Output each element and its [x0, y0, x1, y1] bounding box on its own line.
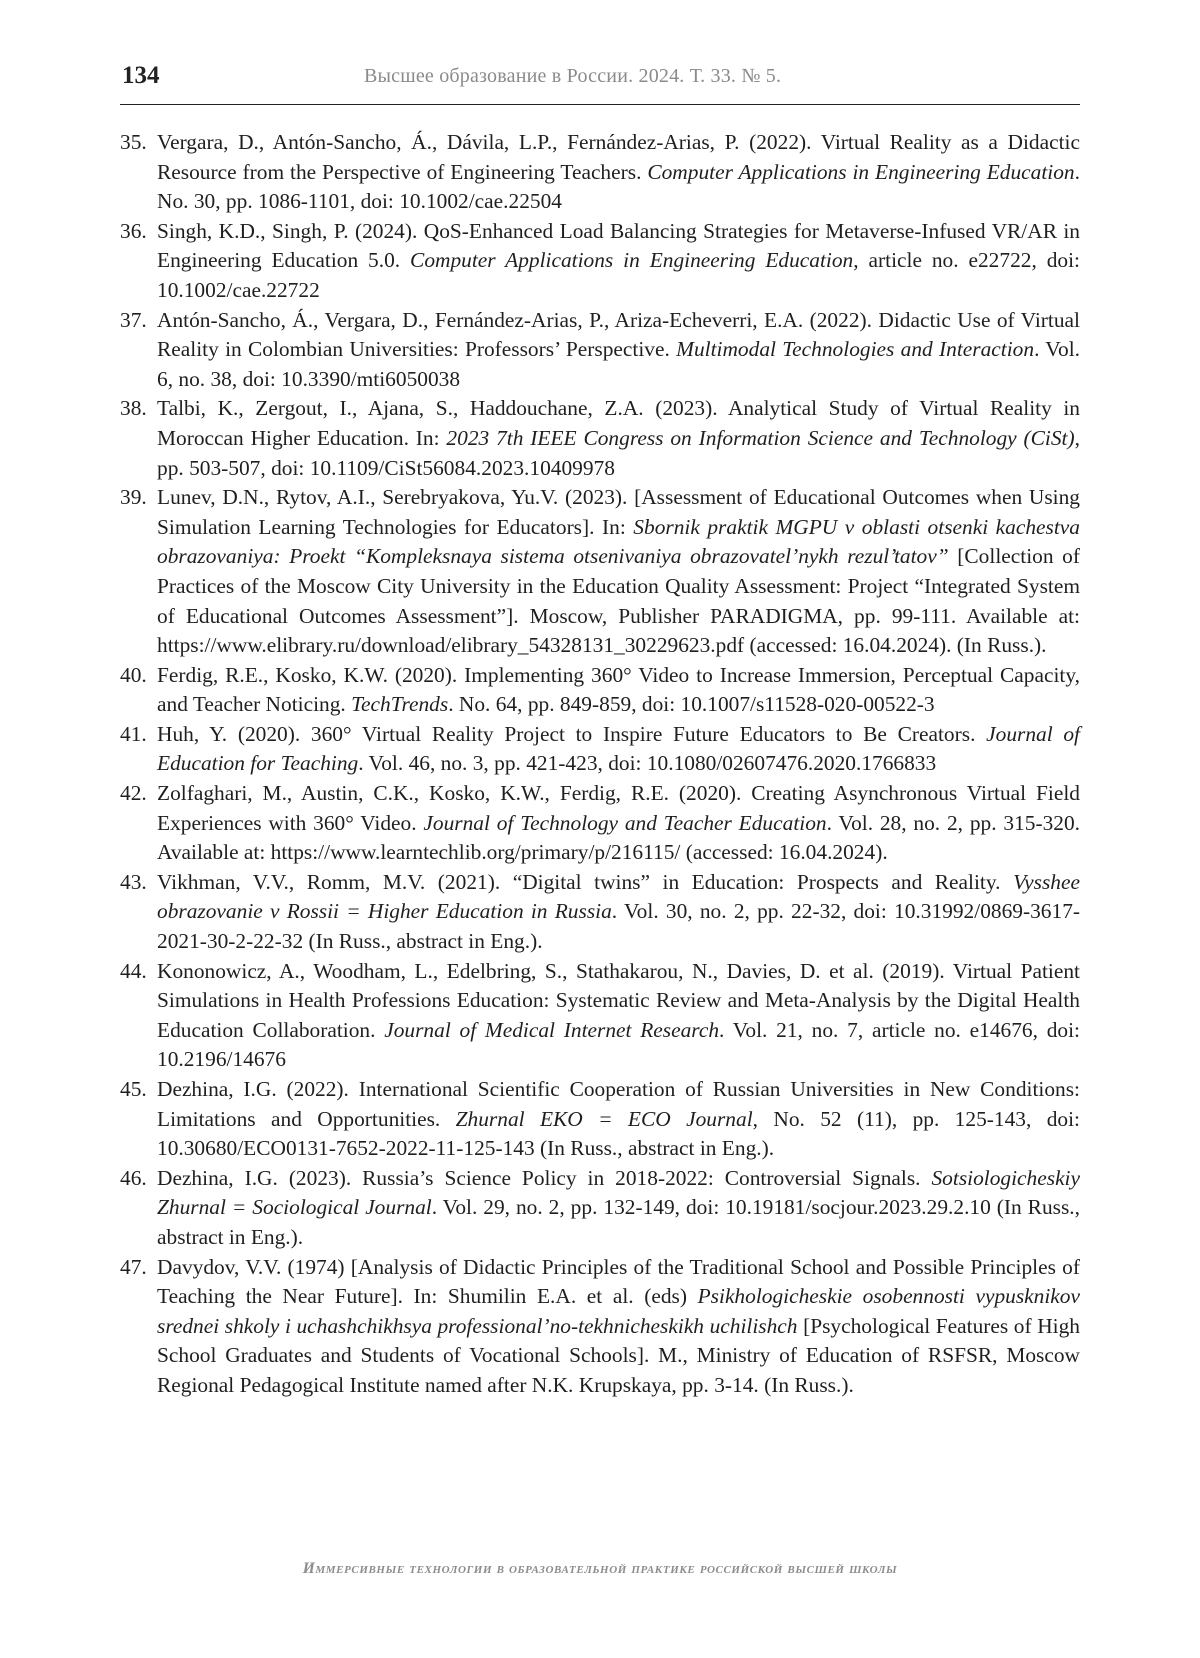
reference-number: 39.	[120, 485, 147, 510]
reference-text	[157, 868, 1080, 957]
reference-source-title: Journal of Medical Internet Research	[384, 1017, 720, 1042]
reference-item	[120, 128, 1080, 217]
reference-number: 36.	[120, 218, 147, 243]
reference-text-segment: , No. 52 (11), pp. 125-143, doi: 10.30680/ECO0131-7652-2022-11-125-143 (In Russ., abstract in Eng.).	[157, 1106, 1080, 1161]
reference-item	[120, 306, 1080, 395]
reference-text-segment: . Vol. 46, no. 3, pp. 421-423, doi: 10.1080/02607476.2020.1766833	[358, 751, 937, 776]
reference-number: 41.	[120, 721, 147, 746]
reference-number: 44.	[120, 958, 147, 983]
reference-number: 47.	[120, 1254, 147, 1279]
reference-text-segment: Lunev, D.N., Rytov, A.I., Serebryakova, Yu.V. (2023). [Assessment of Educational Outcomes when Using Simulation Learning Technologies for Educators]. In:	[157, 485, 1080, 539]
reference-source-title: Computer Applications in Engineering Education	[410, 248, 854, 273]
reference-text-segment: [Collection of Practices of the Moscow City University in the Education Quality Assessment: Project “Integrated System of Educational Outcomes Assessment”]. Moscow, Publisher PARADIGMA, pp. 99-111. Available at: https://www.elibrary.ru/download/elibrary_54328131_30229623.pdf (accessed: 16.04.2024). (In Russ.).	[157, 544, 1080, 658]
reference-text	[157, 720, 1080, 779]
reference-item	[120, 1164, 1080, 1253]
reference-source-title: Journal of Education for Teaching	[157, 721, 1081, 776]
reference-text-segment: [Psychological Features of High School Graduates and Students of Vocational Schools]. M., Ministry of Education of RSFSR, Moscow Regional Pedagogical Institute named after N.K. Krupskaya, pp. 3-14. (In Russ.).	[157, 1313, 1080, 1397]
reference-source-title: Journal of Technology and Teacher Education	[423, 810, 827, 835]
reference-source-title: TechTrends	[351, 692, 449, 717]
reference-source-title: Zhurnal EKO = ECO Journal	[455, 1106, 753, 1131]
reference-text-segment: . Vol. 28, no. 2, pp. 315-320. Available at: https://www.learntechlib.org/primary/p/216115/ (accessed: 16.04.2024).	[157, 810, 1081, 865]
reference-text-segment: Zolfaghari, M., Austin, C.K., Kosko, K.W., Ferdig, R.E. (2020). Creating Asynchronous Virtual Field Experiences with 360° Video.	[157, 781, 1080, 835]
reference-item	[120, 957, 1080, 1075]
reference-number: 37.	[120, 307, 147, 332]
reference-item	[120, 483, 1080, 661]
reference-number: 45.	[120, 1077, 147, 1101]
reference-text	[157, 1253, 1080, 1401]
reference-text	[157, 483, 1080, 661]
reference-source-title: Sbornik praktik MGPU v oblasti otsenki kachestva obrazovaniya: Proekt “Kompleksnaya sistema otsenivaniya obrazovatel’nykh rezul’tatov”	[157, 514, 1080, 569]
reference-text-segment: , article no. e22722, doi: 10.1002/cae.22722	[157, 248, 1080, 302]
reference-text-segment: , pp. 503-507, doi: 10.1109/CiSt56084.2023.10409978	[157, 425, 1080, 480]
reference-text	[157, 306, 1080, 395]
reference-text-segment: Vergara, D., Antón-Sancho, Á., Dávila, L.P., Fernández-Arias, P. (2022). Virtual Reality as a Didactic Resource from the Perspective of Engineering Teachers.	[157, 130, 1080, 184]
reference-text-segment: . Vol. 29, no. 2, pp. 132-149, doi: 10.19181/socjour.2023.29.2.10 (In Russ., abstract in Eng.).	[157, 1195, 1080, 1249]
reference-text	[157, 661, 1080, 720]
reference-source-title: Vysshee obrazovanie v Rossii = Higher Education in Russia	[157, 869, 1080, 924]
reference-item	[120, 720, 1080, 779]
reference-item	[120, 868, 1080, 957]
reference-source-title: Computer Applications in Engineering Education	[647, 159, 1075, 184]
reference-source-title: Psikhologicheskie osobennosti vypusknikov srednei shkoly i uchashchikhsya professional’no-tekhnicheskikh uchilishch	[157, 1284, 1080, 1338]
reference-text-segment: Talbi, K., Zergout, I., Ajana, S., Haddouchane, Z.A. (2023). Analytical Study of Virtual Reality in Moroccan Higher Education. In:	[157, 396, 1080, 450]
reference-text	[157, 394, 1080, 483]
reference-text-segment: . No. 64, pp. 849-859, doi: 10.1007/s11528-020-00522-3	[448, 692, 935, 717]
reference-item	[120, 1075, 1080, 1164]
reference-item	[120, 217, 1080, 306]
reference-item	[120, 1253, 1080, 1401]
reference-text	[157, 217, 1080, 306]
page-header	[120, 58, 1080, 105]
reference-text	[157, 128, 1080, 217]
reference-text	[157, 779, 1080, 868]
reference-text-segment: Antón-Sancho, Á., Vergara, D., Fernández-Arias, P., Ariza-Echeverri, E.A. (2022). Didactic Use of Virtual Reality in Colombian Universities: Professors’ Perspective.	[157, 307, 1080, 362]
reference-text-segment: Dezhina, I.G. (2022). International Scientific Cooperation of Russian Universities in New Conditions: Limitations and Opportunities.	[157, 1077, 1080, 1131]
reference-item	[120, 661, 1080, 720]
reference-text	[157, 1164, 1080, 1253]
reference-text-segment: . Vol. 21, no. 7, article no. e14676, doi: 10.2196/14676	[157, 1017, 1080, 1072]
reference-text-segment: Ferdig, R.E., Kosko, K.W. (2020). Implementing 360° Video to Increase Immersion, Perceptual Capacity, and Teacher Noticing.	[157, 662, 1080, 717]
reference-text	[157, 1075, 1080, 1164]
reference-text-segment: Dezhina, I.G. (2023). Russia’s Science Policy in 2018-2022: Controversial Signals.	[157, 1165, 932, 1190]
reference-number: 38.	[120, 396, 147, 421]
reference-text-segment: Huh, Y. (2020). 360° Virtual Reality Project to Inspire Future Educators to Be Creators.	[157, 721, 987, 746]
running-footer: Иммерсивные технологии в образовательной практике российской высшей школы	[302, 1560, 898, 1577]
journal-title: Высшее образование в России. 2024. Т. 33. № 5.	[364, 65, 782, 87]
reference-text-segment: Vikhman, V.V., Romm, M.V. (2021). “Digital twins” in Education: Prospects and Reality.	[157, 869, 1014, 894]
reference-number: 42.	[120, 781, 147, 806]
reference-source-title: Sotsiologicheskiy Zhurnal = Sociological Journal	[157, 1165, 1080, 1220]
reference-item	[120, 394, 1080, 483]
reference-list	[120, 128, 1080, 1401]
reference-text	[157, 957, 1080, 1075]
reference-text-segment: . No. 30, pp. 1086-1101, doi: 10.1002/cae.22504	[157, 159, 1080, 214]
reference-text-segment: Singh, K.D., Singh, P. (2024). QoS-Enhanced Load Balancing Strategies for Metaverse-Infused VR/AR in Engineering Education 5.0.	[157, 218, 1080, 273]
reference-text-segment: Kononowicz, A., Woodham, L., Edelbring, S., Stathakarou, N., Davies, D. et al. (2019). Virtual Patient Simulations in Health Professions Education: Systematic Review and Meta-Analysis by the Digital Health Education Collaboration.	[157, 958, 1080, 1042]
reference-source-title: Multimodal Technologies and Interaction	[676, 337, 1035, 362]
reference-number: 43.	[120, 869, 147, 894]
reference-source-title: 2023 7th IEEE Congress on Information Science and Technology (CiSt)	[446, 425, 1075, 450]
reference-number: 46.	[120, 1165, 147, 1190]
reference-number: 35.	[120, 130, 147, 154]
page-number: 134	[122, 62, 160, 89]
reference-text-segment: Davydov, V.V. (1974) [Analysis of Didactic Principles of the Traditional School and Possible Principles of Teaching the Near Future]. In: Shumilin E.A. et al. (eds)	[157, 1254, 1080, 1309]
reference-text-segment: . Vol. 30, no. 2, pp. 22-32, doi: 10.31992/0869-3617-2021-30-2-22-32 (In Russ., abstract in Eng.).	[157, 899, 1081, 954]
reference-item	[120, 779, 1080, 868]
reference-number: 40.	[120, 662, 147, 687]
reference-text-segment: . Vol. 6, no. 38, doi: 10.3390/mti6050038	[157, 337, 1080, 391]
